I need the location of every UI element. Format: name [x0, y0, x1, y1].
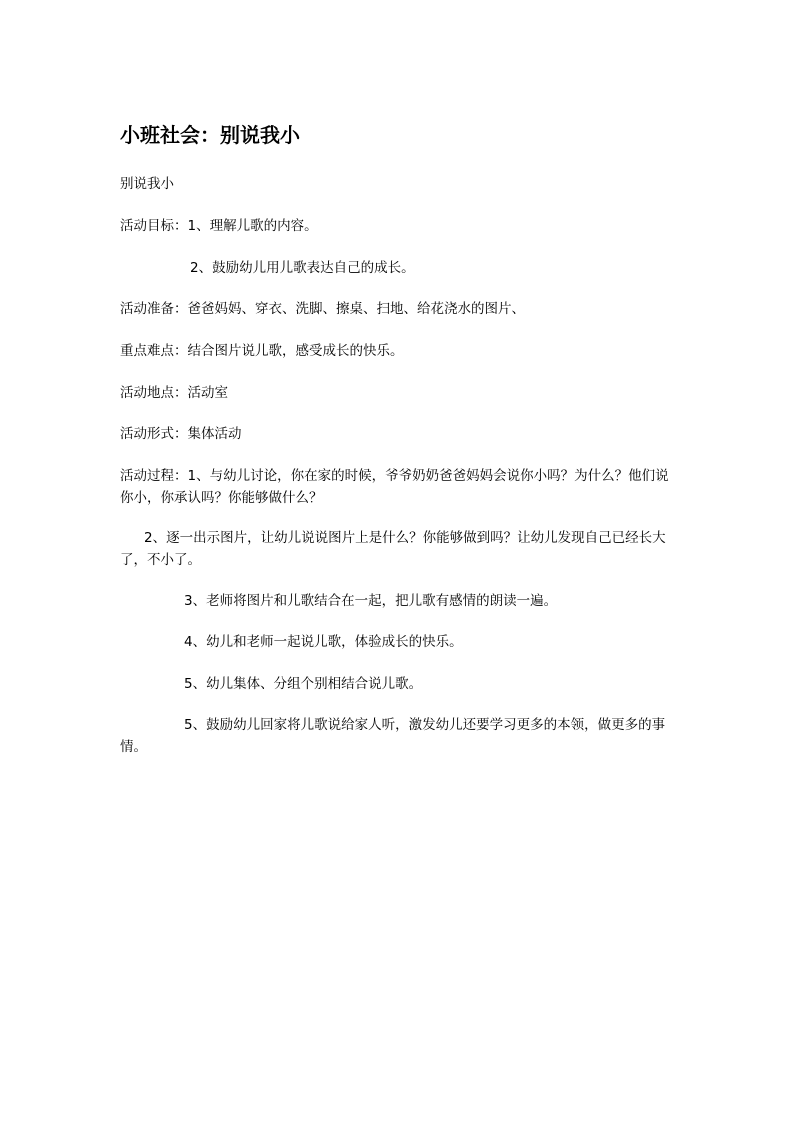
- process-step-1: 活动过程：1、与幼儿讨论，你在家的时候，爷爷奶奶爸爸妈妈会说你小吗？为什么？他们说你小，你承认吗？你能够做什么？: [120, 468, 669, 506]
- process-step-4: 4、幼儿和老师一起说儿歌，体验成长的快乐。: [184, 634, 463, 650]
- key-difficult-points: 重点难点：结合图片说儿歌，感受成长的快乐。: [120, 343, 404, 359]
- activity-preparation: 活动准备：爸爸妈妈、穿衣、洗脚、擦桌、扫地、给花浇水的图片、: [120, 301, 525, 317]
- process-step-3: 3、老师将图片和儿歌结合在一起，把儿歌有感情的朗读一遍。: [184, 593, 558, 609]
- activity-form: 活动形式：集体活动: [120, 426, 242, 442]
- process-step-2: 2、逐一出示图片，让幼儿说说图片上是什么？你能够做到吗？让幼儿发现自己已经长大了，不小了。: [120, 530, 666, 568]
- process-step-5: 5、幼儿集体、分组个别相结合说儿歌。: [184, 676, 423, 692]
- subtitle: 别说我小: [120, 176, 174, 192]
- activity-goal-2: 2、鼓励幼儿用儿歌表达自己的成长。: [190, 260, 415, 276]
- page-title: 小班社会：别说我小: [120, 123, 300, 147]
- activity-location: 活动地点：活动室: [120, 385, 228, 401]
- process-step-6: 5、鼓励幼儿回家将儿歌说给家人听，激发幼儿还要学习更多的本领，做更多的事情。: [120, 717, 666, 755]
- activity-goal-1: 活动目标：1、理解儿歌的内容。: [120, 218, 318, 234]
